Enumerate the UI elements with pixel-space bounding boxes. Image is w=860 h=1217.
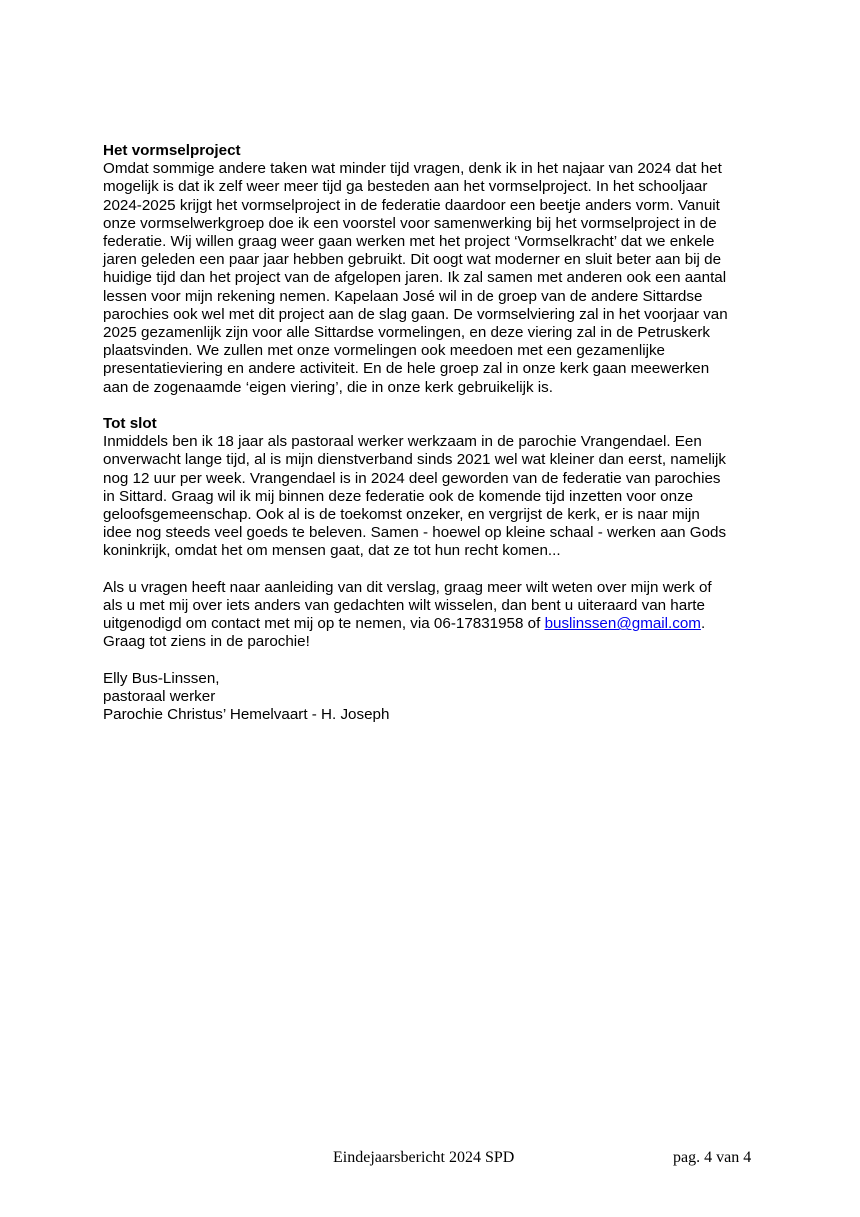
email-link[interactable]: buslinssen@gmail.com [544,615,701,633]
contact-paragraph [103,579,773,652]
contact-line: als u met mij over iets anders van gedachten wilt wisselen, dan bent u uiteraard van harte [103,597,705,615]
section-heading: Tot slot [103,415,157,433]
contact-line [103,615,773,633]
footer-page-number: pag. 4 van 4 [673,1149,752,1166]
page-content [103,142,773,724]
body-line: idee nog steeds veel goeds te beleven. Samen - hoewel op kleine schaal - werken aan Gods [103,524,727,542]
body-line: mogelijk is dat ik zelf weer meer tijd ga besteden aan het vormselproject. In het schooljaar [103,178,708,196]
signature-role: pastoraal werker [103,688,216,706]
closing-greeting: Graag tot ziens in de parochie! [103,633,310,651]
body-line: in Sittard. Graag wil ik mij binnen deze federatie ook de komende tijd inzetten voor onze [103,487,694,505]
body-line: 2024-2025 krijgt het vormselproject in de federatie daardoor een beetje anders vorm. Vanuit [103,196,720,214]
section-body [103,160,773,397]
body-line: geloofsgemeenschap. Ook al is de toekomst onzeker, en vergrijst de kerk, er is naar mijn [103,506,700,524]
body-line: 2025 gezamenlijk zijn voor alle Sittardse vormelingen, en deze viering zal in de Petruskerk [103,324,710,342]
contact-line-punctuation: . [700,615,706,633]
body-line: lessen voor mijn rekening nemen. Kapelaan José wil in de groep van de andere Sittardse [103,287,703,305]
body-line: huidige tijd dan het project van de afgelopen jaren. Ik zal samen met anderen ook een aantal [103,269,727,287]
signature-name: Elly Bus-Linssen, [103,669,220,687]
signature-parish: Parochie Christus’ Hemelvaart - H. Joseph [103,706,390,724]
body-line: onze vormselwerkgroep doe ik een voorstel voor samenwerking bij het vormselproject in de [103,214,717,232]
section-vormselproject [103,142,773,397]
body-line: parochies ook wel met dit project aan de slag gaan. De vormselviering zal in het voorjaar van [103,305,728,323]
body-line: onverwacht lange tijd, al is mijn dienstverband sinds 2021 wel wat kleiner dan eerst, namelijk [103,451,727,469]
body-line: aan de zogenaamde ‘eigen viering’, die in onze kerk gebruikelijk is. [103,378,553,396]
signature-block [103,670,773,725]
body-line: federatie. Wij willen graag weer gaan werken met het project ‘Vormselkracht’ dat we enkele [103,233,715,251]
contact-line: Als u vragen heeft naar aanleiding van dit verslag, graag meer wilt weten over mijn werk of [103,578,712,596]
body-line: jaren geleden een paar jaar hebben gebruikt. Dit oogt wat moderner en sluit beter aan bij de [103,251,722,269]
section-body [103,433,773,560]
body-line: Inmiddels ben ik 18 jaar als pastoraal werker werkzaam in de parochie Vrangendael. Een [103,433,702,451]
section-heading: Het vormselproject [103,142,241,159]
body-line: nog 12 uur per week. Vrangendael is in 2024 deel geworden van de federatie van parochies [103,469,721,487]
body-line: koninkrijk, omdat het om mensen gaat, dat ze tot hun recht komen... [103,542,561,560]
contact-line-text: uitgenodigd om contact met mij op te nemen, via 06-17831958 of [103,615,545,633]
section-tot-slot [103,415,773,561]
body-line: plaatsvinden. We zullen met onze vormelingen ook meedoen met een gezamenlijke [103,342,665,360]
footer-title: Eindejaarsbericht 2024 SPD [333,1149,515,1166]
body-line: presentatieviering en andere activiteit. En de hele groep zal in onze kerk gaan meewerken [103,360,710,378]
body-line: Omdat sommige andere taken wat minder tijd vragen, denk ik in het najaar van 2024 dat het [103,160,722,178]
